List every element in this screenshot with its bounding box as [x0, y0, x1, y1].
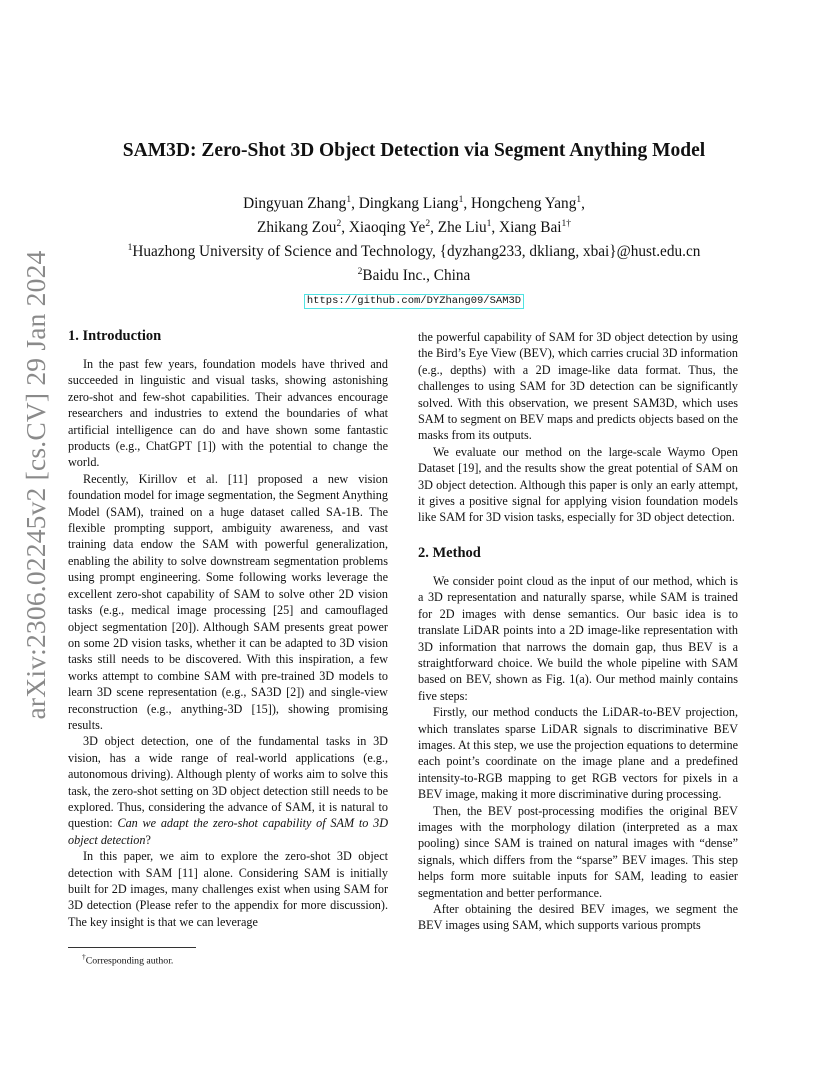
author-affiliation-mark: 1: [458, 195, 464, 205]
left-column: [68, 327, 388, 930]
author-line-2: Zhikang Zou$^2$, Xiaoqing Ye$^2$, Zhe Liu$^1$, Xiang Bai$^{1\dagger}$: [257, 219, 571, 237]
author-name: Dingyuan Zhang: [243, 195, 347, 213]
author-name: Zhikang Zou: [257, 219, 337, 237]
body-paragraph: We consider point cloud as the input of our method, which is a 3D representation and naturally sparse, while SAM is trained for 2D images with dense semantics. Our basic idea is to translate LiDAR points into a 2D image-like representation with 3D information that narrows the domain gap, thus BEV is a straightforward choice. We build the whole pipeline with SAM based on BEV, shown as Fig. 1(a). Our method mainly contains five steps:: [418, 573, 738, 703]
body-paragraph: 3D object detection, one of the fundamental tasks in 3D vision, has a wide range of real-world applications (e.g., autonomous driving). Although plenty of works aim to solve this task, the zero-shot setting on 3D object detection still needs to be explored. Thus, considering the advance of SAM, it is natural to question: Can we adapt the zero-shot capability of SAM to 3D object detection?: [68, 734, 389, 847]
right-column: [418, 329, 738, 934]
research-question: Can we adapt the zero-shot capability of SAM to 3D object detection: [68, 816, 389, 847]
body-paragraph: After obtaining the desired BEV images, we segment the BEV images using SAM, which supports various prompts: [418, 902, 738, 933]
author-affiliation-mark: 1: [346, 195, 352, 205]
body-paragraph: Firstly, our method conducts the LiDAR-to-BEV projection, which translates sparse LiDAR signals to discriminative BEV images. At this step, we use the projection equations to determine each point’s coordinate on the image plane and a predefined intensity-to-RGB mapping to get RGB vectors for pixels in a BEV image, making it more discriminative during processing.: [418, 705, 738, 802]
body-paragraph: Recently, Kirillov et al. [11] proposed a new vision foundation model for image segmentation, the Segment Anything Model (SAM), trained on a huge dataset called SA-1B. The flexible prompting support, ambiguity awareness, and vast training data endow the SAM with powerful generalization, enabling the ability to solve downstream segmentation problems using prompt engineering. Some following works leverage the excellent zero-shot capability of SAM to solve other 2D vision tasks (e.g., medical image processing [25] and camouflaged object segmentation [20]). Although SAM presents great power on some 2D vision tasks, whether it can be adapted to 3D vision tasks still needs to be discovered. With this inspiration, a few works attempt to combine SAM with pre-trained 3D models to learn 3D scene representation (e.g., SA3D [2]) and single-view reconstruction (e.g., anything-3D [15]), showing promising results.: [68, 471, 388, 732]
section-heading-introduction: 1. Introduction: [68, 328, 162, 344]
author-affiliation-mark: 2: [336, 219, 342, 230]
arxiv-stamp: [12, 250, 60, 720]
body-paragraph: Then, the BEV post-processing modifies the original BEV images with the morphology dilation (interpreted as a max pooling) since SAM is trained on natural images with “dense” signals, which differs from the “sparse” BEV images. This step helps form more suitable inputs for SAM, leading to easier segmentation and better performance.: [418, 803, 738, 900]
author-name: Xiaoqing Ye: [348, 219, 426, 237]
author-name: Hongcheng Yang: [470, 195, 577, 213]
author-name: Zhe Liu: [437, 219, 487, 237]
footnote: †Corresponding author.: [82, 952, 174, 967]
body-paragraph: We evaluate our method on the large-scale Waymo Open Dataset [19], and the results show the great potential of SAM on 3D object detection. Although this paper is only an early attempt, it gives a positive signal for applying vision foundation models like SAM for 3D vision tasks, especially for 3D object detection.: [418, 444, 738, 525]
author-block: [60, 190, 768, 309]
footnote-divider: [68, 947, 196, 948]
author-affiliation-mark: 2: [425, 219, 431, 230]
code-repository-link[interactable]: https://github.com/DYZhang09/SAM3D: [304, 294, 524, 309]
body-paragraph: In this paper, we aim to explore the zero-shot 3D object detection with SAM [11] alone. Considering SAM is initially built for 2D images, many challenges exist when using SAM for 3D detection (Please refer to the appendix for more discussion). The key insight is that we can leverage: [68, 849, 388, 929]
affiliation-1: $^1$Huazhong University of Science and Technology, {dyzhang233, dkliang, xbai}@hust.edu.cn: [127, 243, 701, 261]
author-line-1: Dingyuan Zhang$^1$, Dingkang Liang$^1$, Hongcheng Yang$^1$,: [243, 195, 585, 213]
author-affiliation-mark: 1: [576, 195, 582, 205]
author-affiliation-mark: 1†: [561, 219, 571, 230]
arxiv-identifier: arXiv:2306.02245v2 [cs.CV] 29 Jan 2024: [20, 250, 51, 720]
body-paragraph: In the past few years, foundation models have thrived and succeeded in linguistic and visual tasks, showing astonishing zero-shot and few-shot capabilities. Their advances encourage researchers and industries to extend the boundaries of what artificial intelligence can do and have shown some fantastic products (e.g., ChatGPT [1]) with the potential to change the world.: [68, 357, 388, 470]
author-name: Dingkang Liang: [358, 195, 459, 213]
section-heading-method: 2. Method: [418, 544, 481, 561]
author-affiliation-mark: 1: [486, 219, 492, 230]
paper-title: SAM3D: Zero-Shot 3D Object Detection via Segment Anything Model: [122, 140, 706, 161]
body-paragraph: the powerful capability of SAM for 3D object detection by using the Bird’s Eye View (BEV), which carries crucial 3D information (e.g., depths) with a 2D image-like data format. Thus, the challenges to using SAM for 3D detection can be significantly solved. With this observation, we present SAM3D, which uses SAM to segment on BEV maps and predicts objects based on the masks from its outputs.: [418, 330, 738, 443]
author-name: Xiang Bai: [499, 219, 562, 237]
affiliation-2: $^2$Baidu Inc., China: [357, 267, 471, 285]
